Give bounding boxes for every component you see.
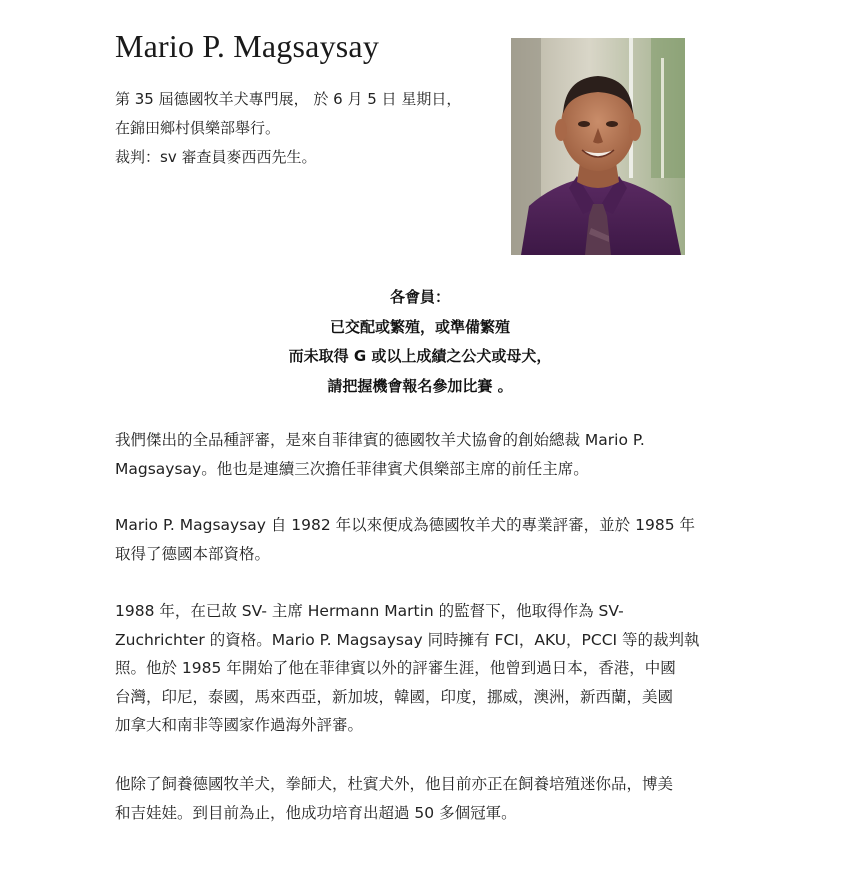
judge-name-heading: Mario P. Magsaysay bbox=[115, 28, 380, 64]
paragraph-line: 加拿大和南非等國家作過海外評審。 bbox=[115, 716, 364, 734]
paragraph-line: Mario P. Magsaysay 自 1982 年以來便成為德國牧羊犬的專業評審，並於 1985 年 bbox=[115, 516, 695, 534]
intro-line: 第 35 屆德國牧羊犬專門展， 於 6 月 5 日 星期日， bbox=[115, 90, 462, 108]
paragraph-line: Magsaysay。他也是連續三次擔任菲律賓犬俱樂部主席的前任主席。 bbox=[115, 459, 589, 478]
notice-line: 各會員： bbox=[389, 288, 450, 306]
member-notice bbox=[115, 283, 725, 401]
intro-line: 裁判：sv 審查員麥西西先生。 bbox=[115, 148, 317, 166]
notice-line: 而未取得 G 或以上成績之公犬或母犬， bbox=[288, 347, 552, 365]
paragraph-line: 台灣，印尼，泰國，馬來西亞，新加坡，韓國，印度，挪威，澳洲，新西蘭，美國 bbox=[115, 687, 674, 706]
paragraph-line: 照。他於 1985 年開始了他在菲律賓以外的評審生涯，他曾到過日本，香港，中國 bbox=[115, 659, 676, 677]
notice-line: 請把握機會報名參加比賽 。 bbox=[327, 376, 513, 395]
intro-line: 在錦田鄉村俱樂部舉行。 bbox=[115, 119, 281, 137]
paragraph-line: 和吉娃娃。到目前為止，他成功培育出超過 50 多個冠軍。 bbox=[115, 803, 517, 822]
paragraph-line: Zuchrichter 的資格。Mario P. Magsaysay 同時擁有 FCI，AKU，PCCI 等的裁判執 bbox=[115, 630, 700, 649]
paragraph-line: 我們傑出的全品種評審，是來自菲律賓的德國牧羊犬協會的創始總裁 Mario P. bbox=[115, 431, 645, 449]
bio-paragraph bbox=[115, 597, 727, 740]
notice-line: 已交配或繁殖，或準備繁殖 bbox=[329, 317, 510, 336]
event-intro bbox=[115, 85, 495, 172]
bio-paragraph bbox=[115, 770, 727, 827]
bio-paragraph bbox=[115, 426, 727, 483]
paragraph-line: 1988 年，在已故 SV- 主席 Hermann Martin 的監督下，他取得作為 SV- bbox=[115, 602, 624, 620]
paragraph-line: 他除了飼養德國牧羊犬，拳師犬，杜賓犬外，他目前亦正在飼養培殖迷你品，博美 bbox=[115, 775, 674, 793]
paragraph-line: 取得了德國本部資格。 bbox=[115, 544, 271, 563]
bio-paragraph bbox=[115, 511, 727, 568]
judge-portrait-photo bbox=[511, 38, 685, 255]
